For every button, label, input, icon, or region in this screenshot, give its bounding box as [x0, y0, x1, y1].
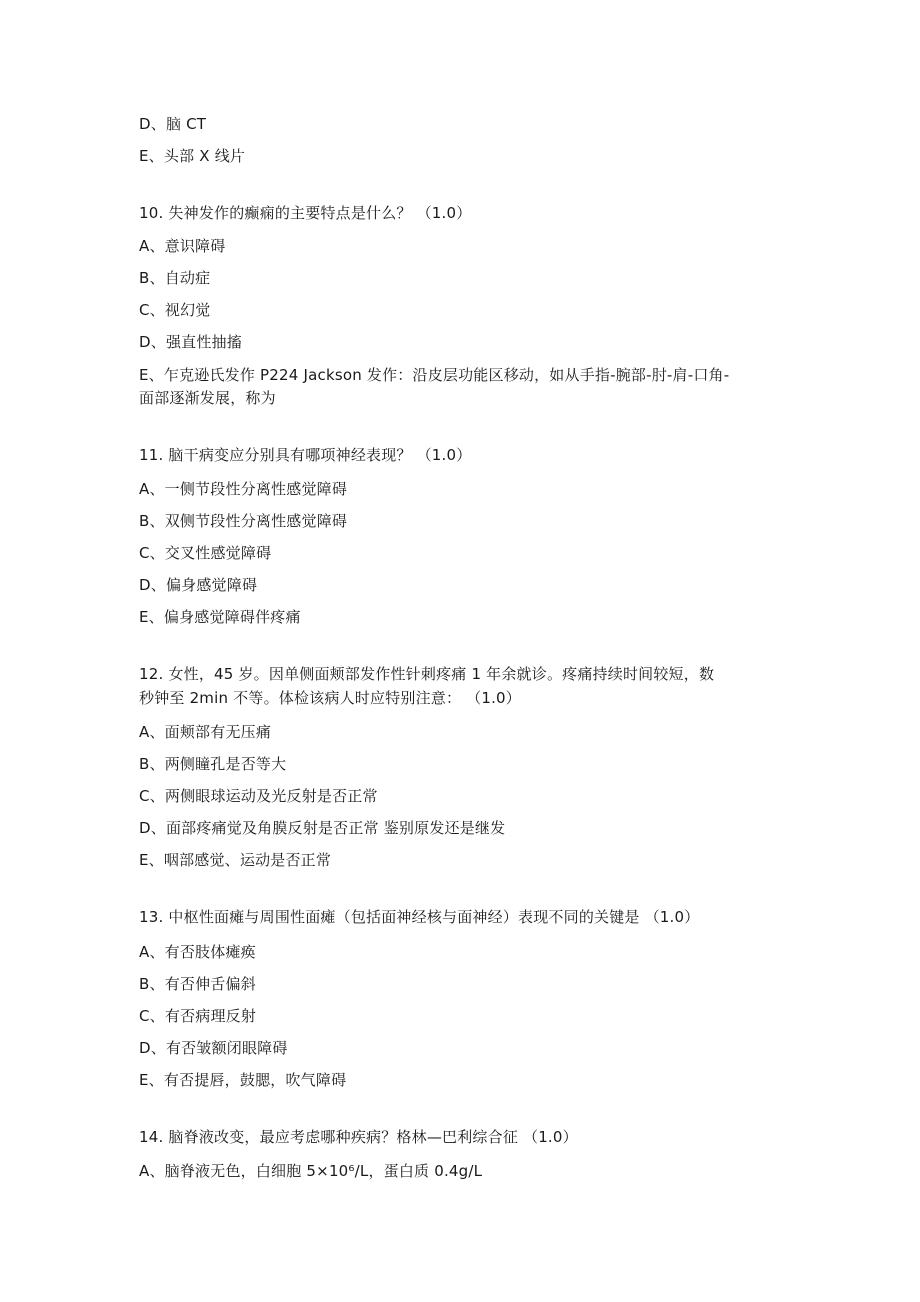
question-10: 10. 失神发作的癫痫的主要特点是什么？ （1.0） [139, 204, 472, 222]
option-a-q11: A、一侧节段性分离性感觉障碍 [139, 480, 348, 498]
option-a-q14: A、脑脊液无色，白细胞 5×10⁶/L，蛋白质 0.4g/L [139, 1162, 483, 1180]
option-d-q13: D、有否皱额闭眼障碍 [139, 1039, 288, 1057]
option-c-q11: C、交叉性感觉障碍 [139, 544, 272, 562]
option-e-q10-line2: 面部逐渐发展，称为 [139, 389, 276, 407]
option-d-q9: D、脑 CT [139, 115, 207, 133]
option-b-q13: B、有否伸舌偏斜 [139, 975, 256, 993]
question-12-line2: 秒钟至 2min 不等。体检该病人时应特别注意： （1.0） [139, 689, 521, 707]
option-a-q12: A、面颊部有无压痛 [139, 723, 272, 741]
option-e-q13: E、有否提唇，鼓腮，吹气障碍 [139, 1071, 347, 1089]
question-14: 14. 脑脊液改变，最应考虑哪种疾病？格林—巴利综合征 （1.0） [139, 1128, 578, 1146]
question-13: 13. 中枢性面瘫与周围性面瘫（包括面神经核与面神经）表现不同的关键是 （1.0） [139, 908, 700, 926]
option-e-q10-line1: E、乍克逊氏发作 P224 Jackson 发作：沿皮层功能区移动，如从手指-腕部-肘-肩-口角- [139, 366, 730, 384]
question-11: 11. 脑干病变应分别具有哪项神经表现？ （1.0） [139, 446, 472, 464]
option-d-q11: D、偏身感觉障碍 [139, 576, 258, 594]
option-a-q13: A、有否肢体瘫痪 [139, 943, 256, 961]
option-e-q12: E、咽部感觉、运动是否正常 [139, 851, 332, 869]
option-e-q11: E、偏身感觉障碍伴疼痛 [139, 608, 301, 626]
option-b-q11: B、双侧节段性分离性感觉障碍 [139, 512, 348, 530]
option-c-q10: C、视幻觉 [139, 301, 211, 319]
option-c-q12: C、两侧眼球运动及光反射是否正常 [139, 787, 378, 805]
question-12-line1: 12. 女性，45 岁。因单侧面颊部发作性针刺疼痛 1 年余就诊。疼痛持续时间较短，数 [139, 665, 715, 683]
option-a-q10: A、意识障碍 [139, 237, 226, 255]
option-e-q9: E、头部 X 线片 [139, 147, 246, 165]
option-c-q13: C、有否病理反射 [139, 1007, 257, 1025]
option-d-q10: D、强直性抽搐 [139, 333, 242, 351]
option-b-q12: B、两侧瞳孔是否等大 [139, 755, 287, 773]
option-d-q12: D、面部疼痛觉及角膜反射是否正常 鉴别原发还是继发 [139, 819, 506, 837]
option-b-q10: B、自动症 [139, 269, 211, 287]
